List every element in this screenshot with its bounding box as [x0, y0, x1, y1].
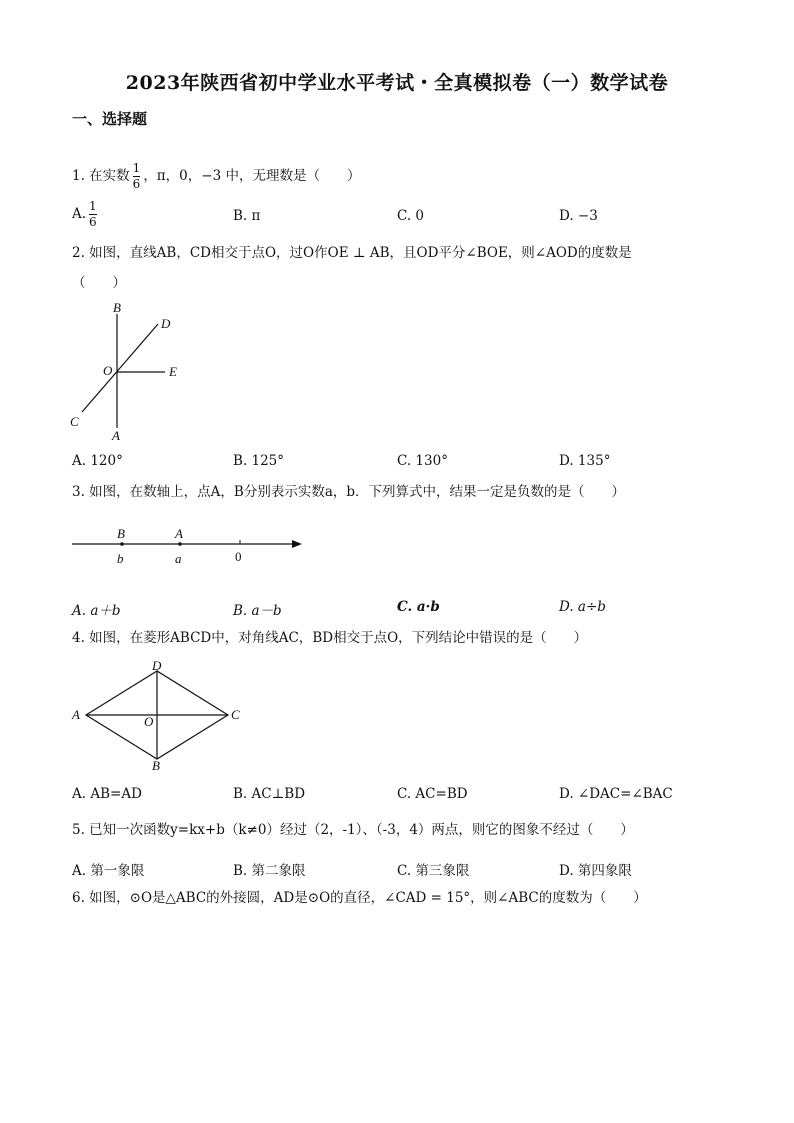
question-1-suffix: ，π，0，−3 中，无理数是（ ）: [143, 168, 361, 184]
question-5-stem: 5. 已知一次函数y=kx+b（k≠0）经过（2，-1）、（-3，4）两点，则它的图象不经过（ ）: [72, 822, 634, 838]
q2-option-a[interactable]: A. 120°: [72, 453, 123, 469]
fraction-numerator: 1: [132, 161, 141, 175]
q3-option-a[interactable]: A. a＋b: [72, 603, 121, 619]
label-c: C: [70, 414, 79, 429]
q5-option-b[interactable]: B. 第二象限: [233, 863, 306, 879]
section-heading: 一、选择题: [72, 110, 148, 128]
q1-option-a-fraction: [89, 200, 97, 229]
question-3-stem: 3. 如图，在数轴上，点A，B分别表示实数a，b．下列算式中，结果一定是负数的是（ ）: [72, 484, 626, 500]
label-c: C: [231, 707, 240, 722]
label-point-b: B: [117, 526, 125, 541]
q5-option-a[interactable]: A. 第一象限: [72, 863, 145, 879]
q4-option-c[interactable]: C. AC=BD: [397, 786, 468, 802]
label-zero: 0: [235, 549, 242, 564]
q3-option-c[interactable]: C. a·b: [397, 599, 440, 615]
q2-option-c[interactable]: C. 130°: [397, 453, 448, 469]
fraction-denominator: 6: [89, 215, 97, 229]
question-2-stem-line2: （ ）: [72, 275, 126, 291]
question-1-prefix: 1. 在实数: [72, 168, 130, 184]
q4-option-b[interactable]: B. AC⊥BD: [233, 786, 306, 802]
label-d: D: [152, 658, 162, 673]
q3-option-b[interactable]: B. a－b: [233, 603, 282, 619]
q4-option-a[interactable]: A. AB=AD: [72, 786, 142, 802]
label-b: B: [152, 758, 160, 773]
q3-option-d[interactable]: D. a÷b: [559, 599, 606, 615]
fraction-one-sixth: [133, 162, 141, 191]
q5-option-c[interactable]: C. 第三象限: [397, 863, 470, 879]
question-1-stem: [72, 162, 360, 191]
label-b: B: [113, 300, 121, 315]
label-point-a: A: [175, 526, 183, 541]
figure-number-line: [70, 520, 310, 575]
figure-rhombus: [68, 660, 258, 775]
q1-option-b[interactable]: B. π: [233, 208, 261, 224]
question-2-stem: 2. 如图，直线AB，CD相交于点O，过O作OE ⊥ AB，且OD平分∠BOE，则∠AOD的度数是: [72, 245, 632, 261]
figure-intersecting-lines: [60, 300, 200, 450]
q1-option-c[interactable]: C. 0: [397, 208, 425, 224]
label-a: A: [112, 428, 120, 443]
q5-option-d[interactable]: D. 第四象限: [559, 863, 632, 879]
label-o: O: [103, 363, 113, 378]
q1-option-a-label: A.: [72, 206, 87, 222]
q2-option-b[interactable]: B. 125°: [233, 453, 285, 469]
label-a: A: [72, 707, 80, 722]
paper-title: 2023年陕西省初中学业水平考试・全真模拟卷（一）数学试卷: [125, 72, 669, 94]
q1-option-a[interactable]: [72, 200, 100, 229]
label-o: O: [144, 714, 154, 729]
fraction-numerator: 1: [89, 199, 97, 213]
label-value-a: a: [175, 551, 182, 566]
label-value-b: b: [117, 551, 124, 566]
fraction-denominator: 6: [132, 177, 141, 191]
question-6-stem: 6. 如图，⊙O是△ABC的外接圆，AD是⊙O的直径，∠CAD = 15°，则∠ABC的度数为（ ）: [72, 890, 647, 906]
label-d: D: [161, 316, 171, 331]
q4-option-d[interactable]: D. ∠DAC=∠BAC: [559, 786, 673, 802]
label-e: E: [169, 364, 177, 379]
question-4-stem: 4. 如图，在菱形ABCD中，对角线AC，BD相交于点O，下列结论中错误的是（ ）: [72, 630, 588, 646]
q1-option-d[interactable]: D. −3: [559, 208, 598, 224]
q2-option-d[interactable]: D. 135°: [559, 453, 611, 469]
